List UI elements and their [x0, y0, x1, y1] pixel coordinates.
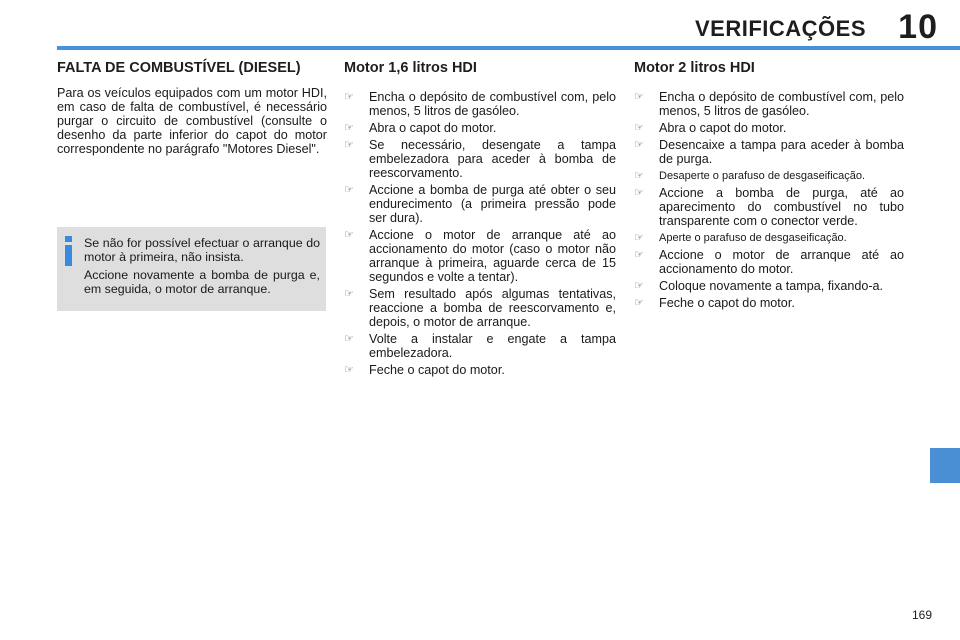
list-item: ☞ Desaperte o parafuso de desgaseificação. [634, 169, 866, 182]
pointing-hand-icon: ☞ [344, 332, 354, 345]
fuel-shortage-paragraph: Para os veículos equipados com um motor HDI, em caso de falta de combustível, é necessário purgar o circuito de combustível (consulte o desenho da parte inferior do capot do motor correspondente no parágrafo "Motores Diesel". [57, 86, 327, 156]
pointing-hand-icon: ☞ [344, 90, 354, 103]
pointing-hand-icon: ☞ [344, 228, 354, 241]
list-item: ☞ Desencaixe a tampa para aceder à bomba de purga. [634, 138, 904, 166]
pointing-hand-icon: ☞ [344, 138, 354, 151]
pointing-hand-icon: ☞ [634, 248, 644, 261]
list-item: ☞ Volte a instalar e engate a tampa embelezadora. [344, 332, 616, 360]
motor-16-section [344, 60, 616, 380]
motor-2-section [634, 60, 904, 313]
info-paragraph-1: Se não for possível efectuar o arranque do motor à primeira, não insista. [84, 236, 320, 264]
info-paragraph-2: Accione novamente a bomba de purga e, em seguida, o motor de arranque. [84, 268, 320, 296]
list-item: ☞ Accione a bomba de purga, até ao aparecimento do combustível no tubo transparente com o conector verde. [634, 186, 904, 228]
pointing-hand-icon: ☞ [344, 363, 354, 376]
list-item: ☞ Se necessário, desengate a tampa embelezadora para aceder à bomba de reescorvamento. [344, 138, 616, 180]
motor-2-steps [634, 90, 904, 310]
list-item: ☞ Encha o depósito de combustível com, pelo menos, 5 litros de gasóleo. [634, 90, 904, 118]
list-item: ☞ Accione a bomba de purga até obter o seu endurecimento (a primeira pressão pode ser dura). [344, 183, 616, 225]
fuel-shortage-section [57, 60, 327, 156]
list-item: ☞ Feche o capot do motor. [634, 296, 795, 310]
chapter-side-tab [930, 448, 960, 483]
list-item: ☞ Sem resultado após algumas tentativas, reaccione a bomba de reescorvamento e, depois, o motor de arranque. [344, 287, 616, 329]
list-item: ☞ Encha o depósito de combustível com, pelo menos, 5 litros de gasóleo. [344, 90, 616, 118]
info-text [84, 236, 320, 300]
pointing-hand-icon: ☞ [344, 121, 354, 134]
list-item: ☞ Abra o capot do motor. [634, 121, 787, 135]
chapter-number: 10 [898, 8, 938, 46]
pointing-hand-icon: ☞ [634, 138, 644, 151]
fuel-shortage-title: FALTA DE COMBUSTÍVEL (DIESEL) [57, 60, 301, 76]
pointing-hand-icon: ☞ [634, 279, 644, 292]
list-item: ☞ Coloque novamente a tampa, fixando-a. [634, 279, 884, 293]
page-title: VERIFICAÇÕES [694, 16, 866, 41]
pointing-hand-icon: ☞ [344, 183, 354, 196]
list-item: ☞ Feche o capot do motor. [344, 363, 505, 377]
info-box [57, 227, 326, 311]
list-item: ☞ Accione o motor de arranque até ao accionamento do motor. [634, 248, 904, 276]
pointing-hand-icon: ☞ [634, 231, 644, 244]
pointing-hand-icon: ☞ [344, 287, 354, 300]
info-icon [64, 236, 74, 266]
pointing-hand-icon: ☞ [634, 121, 644, 134]
page-number: 169 [911, 608, 932, 622]
motor-2-title: Motor 2 litros HDI [634, 60, 755, 76]
pointing-hand-icon: ☞ [634, 169, 644, 182]
list-item: ☞ Abra o capot do motor. [344, 121, 497, 135]
pointing-hand-icon: ☞ [634, 296, 644, 309]
list-item: ☞ Accione o motor de arranque até ao accionamento do motor (caso o motor não arranque à primeira, aguarde cerca de 15 segundos e volte a tentar). [344, 228, 616, 284]
motor-16-steps [344, 90, 616, 377]
pointing-hand-icon: ☞ [634, 90, 644, 103]
list-item: ☞ Aperte o parafuso de desgaseificação. [634, 231, 847, 244]
pointing-hand-icon: ☞ [634, 186, 644, 199]
motor-16-title: Motor 1,6 litros HDI [344, 60, 477, 76]
header-divider [57, 46, 960, 50]
